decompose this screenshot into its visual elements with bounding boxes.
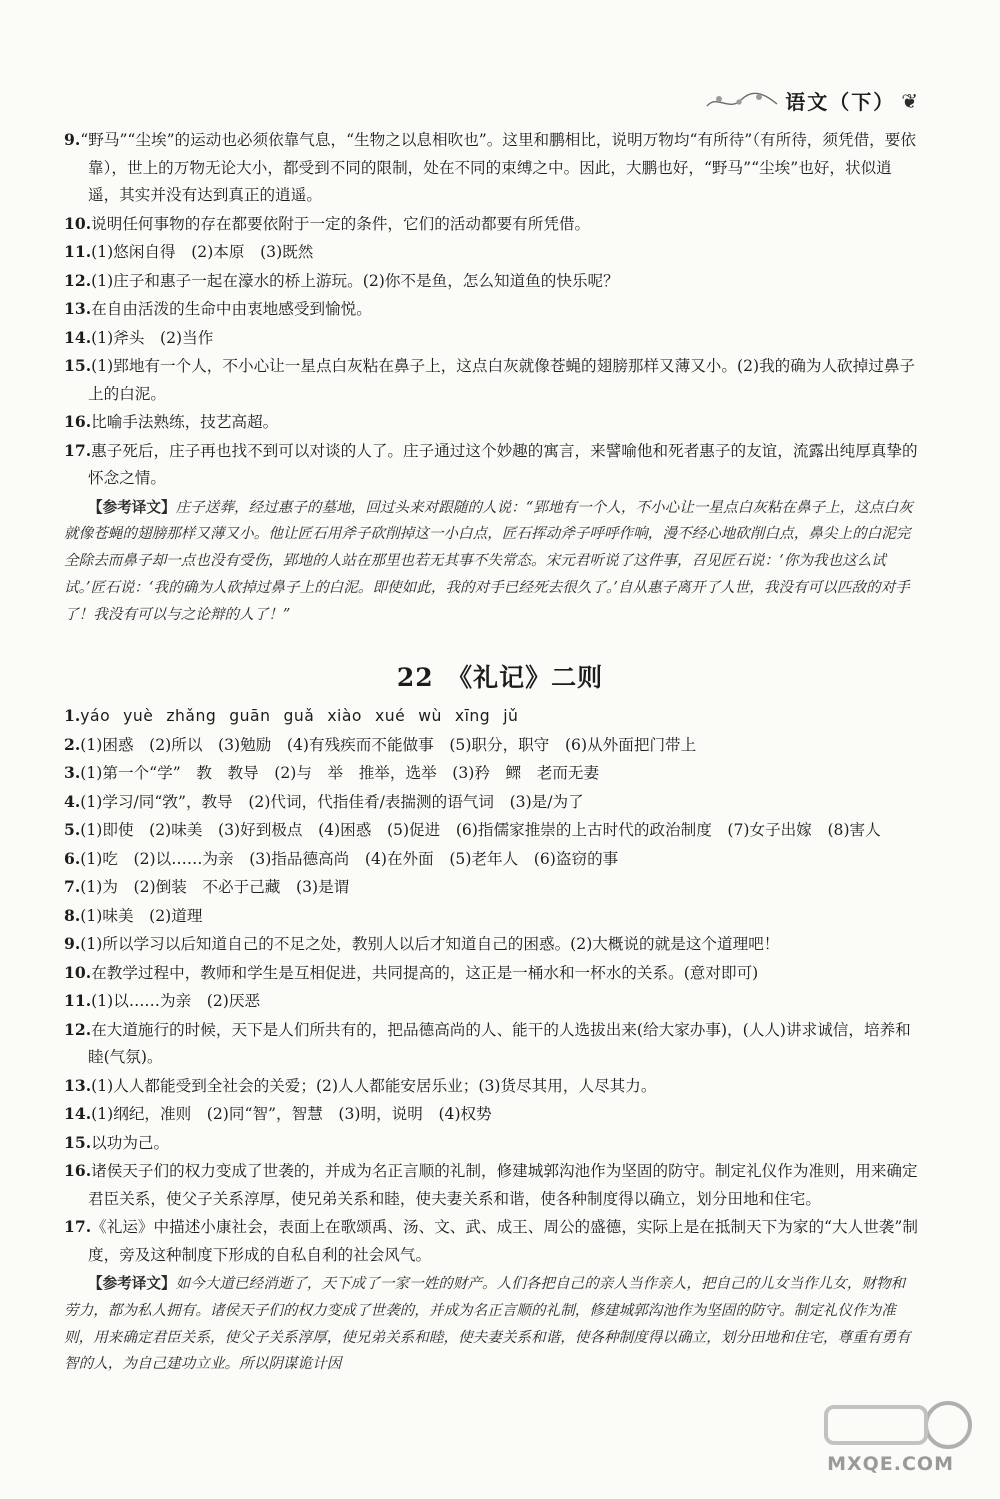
- item-number: 2.: [64, 734, 81, 754]
- item-text: 惠子死后，庄子再也找不到可以对谈的人了。庄子通过这个妙趣的寓言，来譬喻他和死者惠子的友谊，流露出纯厚真挚的怀念之情。: [88, 441, 918, 487]
- answers-section-22: [64, 702, 919, 1378]
- answer-item: [64, 902, 919, 931]
- decorative-vine-icon: [705, 88, 779, 114]
- answer-item: [64, 238, 919, 267]
- item-text: (1)人人都能受到全社会的关爱；(2)人人都能安居乐业；(3)货尽其用，人尽其力。: [91, 1076, 657, 1095]
- page-header: [705, 86, 918, 115]
- item-text: (1)庄子和惠子一起在濠水的桥上游玩。(2)你不是鱼，怎么知道鱼的快乐呢？: [91, 271, 619, 290]
- answer-item: [64, 324, 919, 353]
- pinyin-word: yuè: [123, 707, 154, 725]
- item-number: 8.: [64, 905, 81, 925]
- item-number: 12.: [64, 270, 92, 290]
- pinyin-word: guān: [229, 707, 271, 725]
- pinyin-word: wù: [418, 707, 442, 725]
- answer-item: [64, 295, 919, 324]
- item-text: (1)所以学习以后知道自己的不足之处，教别人以后才知道自己的困惑。(2)大概说的就是这个道理吧！: [80, 935, 780, 953]
- item-number: 11.: [64, 991, 92, 1010]
- item-text: 比喻手法熟练，技艺高超。: [91, 413, 279, 431]
- answer-item: [64, 1129, 919, 1158]
- header-subject: 语文（下）: [785, 90, 896, 114]
- section-title: 22 《礼记》二则: [396, 663, 604, 692]
- answer-item: [64, 1072, 919, 1101]
- answer-item: [64, 845, 919, 874]
- answer-item: [64, 267, 919, 296]
- item-number: 15.: [64, 1132, 92, 1152]
- item-number: 15.: [64, 356, 92, 375]
- leaf-icon: ❦: [901, 88, 918, 113]
- item-text: 诸侯天子们的权力变成了世袭的，并成为名正言顺的礼制，修建城郭沟池作为坚固的防守。制定礼仪作为准则，用来确定君臣关系，使父子关系淳厚，使兄弟关系和睦，使夫妻关系和谐，使各种制度得以确立，划分田地和住宅。: [88, 1162, 918, 1208]
- item-text: (1)吃 (2)以……为亲 (3)指品德高尚 (4)在外面 (5)老年人 (6)盗窃的事: [80, 849, 619, 868]
- answer-item: [64, 437, 919, 493]
- answer-item: [64, 788, 919, 817]
- item-text: “野马”“尘埃”的运动也必须依靠气息，“生物之以息相吹也”。这里和鹏相比，说明万物均“有所待”（有所待，须凭借，要依靠），世上的万物无论大小，都受到不同的限制，处在不同的束缚之中。因此，大鹏也好，“野马”“尘埃”也好，状似逍遥，其实并没有达到真正的逍遥。: [80, 131, 916, 204]
- item-number: 17.: [64, 1217, 92, 1236]
- answer-item: [64, 987, 919, 1016]
- item-number: 14.: [64, 327, 92, 347]
- item-number: 4.: [64, 791, 81, 811]
- item-text: (1)郢地有一个人，不小心让一星点白灰粘在鼻子上，这点白灰就像苍蝇的翅膀那样又薄又小。(2)我的确为人砍掉过鼻子上的白泥。: [88, 357, 916, 403]
- item-text: (1)为 (2)倒装 不必于己藏 (3)是谓: [80, 878, 350, 896]
- item-text: (1)学习/同“敩”，教导 (2)代词，代指佳肴/表揣测的语气词 (3)是/为了: [80, 792, 584, 811]
- item-number: 14.: [64, 1104, 92, 1123]
- pinyin-word: xué: [374, 707, 406, 725]
- item-text: (1)困惑 (2)所以 (3)勉励 (4)有残疾而不能做事 (5)职分，职守 (6)从外面把门带上: [80, 735, 697, 754]
- translation-text: 庄子送葬，经过惠子的墓地，回过头来对跟随的人说：“郢地有一个人，不小心让一星点白灰粘在鼻子上，这点白灰就像苍蝇的翅膀那样又薄又小。他让匠石用斧子砍削掉这一小白点，匠石挥动斧子呼呼作响，漫不经心地砍削白点，鼻尖上的白泥完全除去而鼻子却一点也没有受伤，郢地的人站在那里也若无其事不失常态。宋元君听说了这件事，召见匠石说：‘你为我也这么试试。’匠石说：‘我的确为人砍掉过鼻子上的白泥。即使如此，我的对手已经死去很久了。’自从惠子离开了人世，我没有可以匹敌的对手了！我没有可以与之论辩的人了！”: [64, 498, 913, 623]
- item-text: (1)味美 (2)道理: [80, 906, 203, 925]
- answer-item: [64, 759, 919, 788]
- answer-item: [64, 930, 919, 959]
- pinyin-word: guǎ: [283, 707, 315, 725]
- item-number: 3.: [64, 763, 81, 782]
- item-number: 12.: [64, 1019, 92, 1039]
- item-text: (1)以……为亲 (2)厌恶: [91, 992, 261, 1010]
- answer-item: [64, 873, 919, 902]
- item-number: 16.: [64, 1161, 92, 1180]
- item-text: 在教学过程中，教师和学生是互相促进，共同提高的，这正是一桶水和一杯水的关系。(意对即可): [91, 963, 759, 982]
- reference-translation: [64, 1271, 919, 1378]
- item-number: 9.: [64, 934, 81, 953]
- item-number: 17.: [64, 440, 92, 460]
- item-text: (1)第一个“学” 教 教导 (2)与 举 推举，选举 (3)矜 鳏 老而无妻: [80, 764, 600, 782]
- watermark: [816, 1395, 976, 1481]
- item-number: 1.: [64, 706, 81, 725]
- reference-translation: [64, 495, 919, 629]
- pinyin-word: jǔ: [503, 707, 519, 725]
- item-number: 6.: [64, 848, 81, 868]
- item-text: (1)即使 (2)味美 (3)好到极点 (4)困惑 (5)促进 (6)指儒家推崇的上古时代的政治制度 (7)女子出嫁 (8)害人: [80, 821, 881, 839]
- watermark-logo-icon: [816, 1395, 976, 1455]
- answer-item: [64, 352, 919, 408]
- translation-label: 【参考译文】: [88, 1275, 176, 1292]
- answers-section-21: [64, 126, 919, 628]
- answer-item: [64, 1213, 919, 1269]
- translation-label: 【参考译文】: [88, 498, 176, 516]
- answer-item: [64, 210, 919, 239]
- answer-item: [64, 731, 919, 760]
- translation-text: 如今大道已经消逝了，天下成了一家一姓的财产。人们各把自己的亲人当作亲人，把自己的儿女当作儿女，财物和劳力，都为私人拥有。诸侯天子们的权力变成了世袭的，并成为名正言顺的礼制，修建城郭沟池作为坚固的防守。制定礼仪作为准则，用来确定君臣关系，使父子关系淳厚，使兄弟关系和睦，使夫妻关系和谐，使各种制度得以确立，划分田地和住宅，尊重有勇有智的人，为自己建功立业。所以阴谋诡计因: [64, 1275, 911, 1373]
- item-text: 《礼运》中描述小康社会，表面上在歌颂禹、汤、文、武、成王、周公的盛德，实际上是在抵制天下为家的“大人世袭”制度，旁及这种制度下形成的自私自利的社会风气。: [88, 1218, 918, 1264]
- pinyin-word: yáo: [80, 707, 111, 725]
- item-number: 16.: [64, 412, 92, 431]
- item-text: (1)悠闲自得 (2)本原 (3)既然: [91, 243, 314, 261]
- answer-item: [64, 959, 919, 988]
- answer-item: [64, 816, 919, 845]
- pinyin-list: [80, 707, 531, 725]
- answer-item: [64, 126, 919, 210]
- answer-item: [64, 1100, 919, 1129]
- answer-item: [64, 1016, 919, 1072]
- answer-item: [64, 1157, 919, 1213]
- pinyin-word: xīng: [454, 707, 491, 725]
- item-number: 13.: [64, 1075, 92, 1095]
- item-number: 10.: [64, 962, 92, 982]
- item-text: 在自由活泼的生命中由衷地感受到愉悦。: [91, 300, 372, 318]
- item-text: (1)斧头 (2)当作: [91, 328, 214, 347]
- item-number: 5.: [64, 820, 81, 839]
- answer-item-pinyin: [64, 702, 919, 731]
- item-text: 以功为己。: [91, 1133, 170, 1152]
- item-number: 10.: [64, 213, 92, 233]
- item-number: 11.: [64, 242, 92, 261]
- pinyin-word: zhǎng: [166, 707, 217, 725]
- item-text: 在大道施行的时候，天下是人们所共有的，把品德高尚的人、能干的人选拔出来(给大家办事)，(人人)讲求诚信，培养和睦(气氛)。: [88, 1020, 911, 1066]
- watermark-text: MXQE.COM: [827, 1453, 954, 1475]
- item-number: 7.: [64, 877, 81, 896]
- item-text: 说明任何事物的存在都要依附于一定的条件，它们的活动都要有所凭借。: [91, 214, 591, 233]
- item-number: 13.: [64, 299, 92, 318]
- item-text: (1)纲纪，准则 (2)同“智”，智慧 (3)明，说明 (4)权势: [91, 1105, 492, 1123]
- item-number: 9.: [64, 130, 81, 149]
- answer-item: [64, 408, 919, 437]
- pinyin-word: xiào: [327, 707, 362, 725]
